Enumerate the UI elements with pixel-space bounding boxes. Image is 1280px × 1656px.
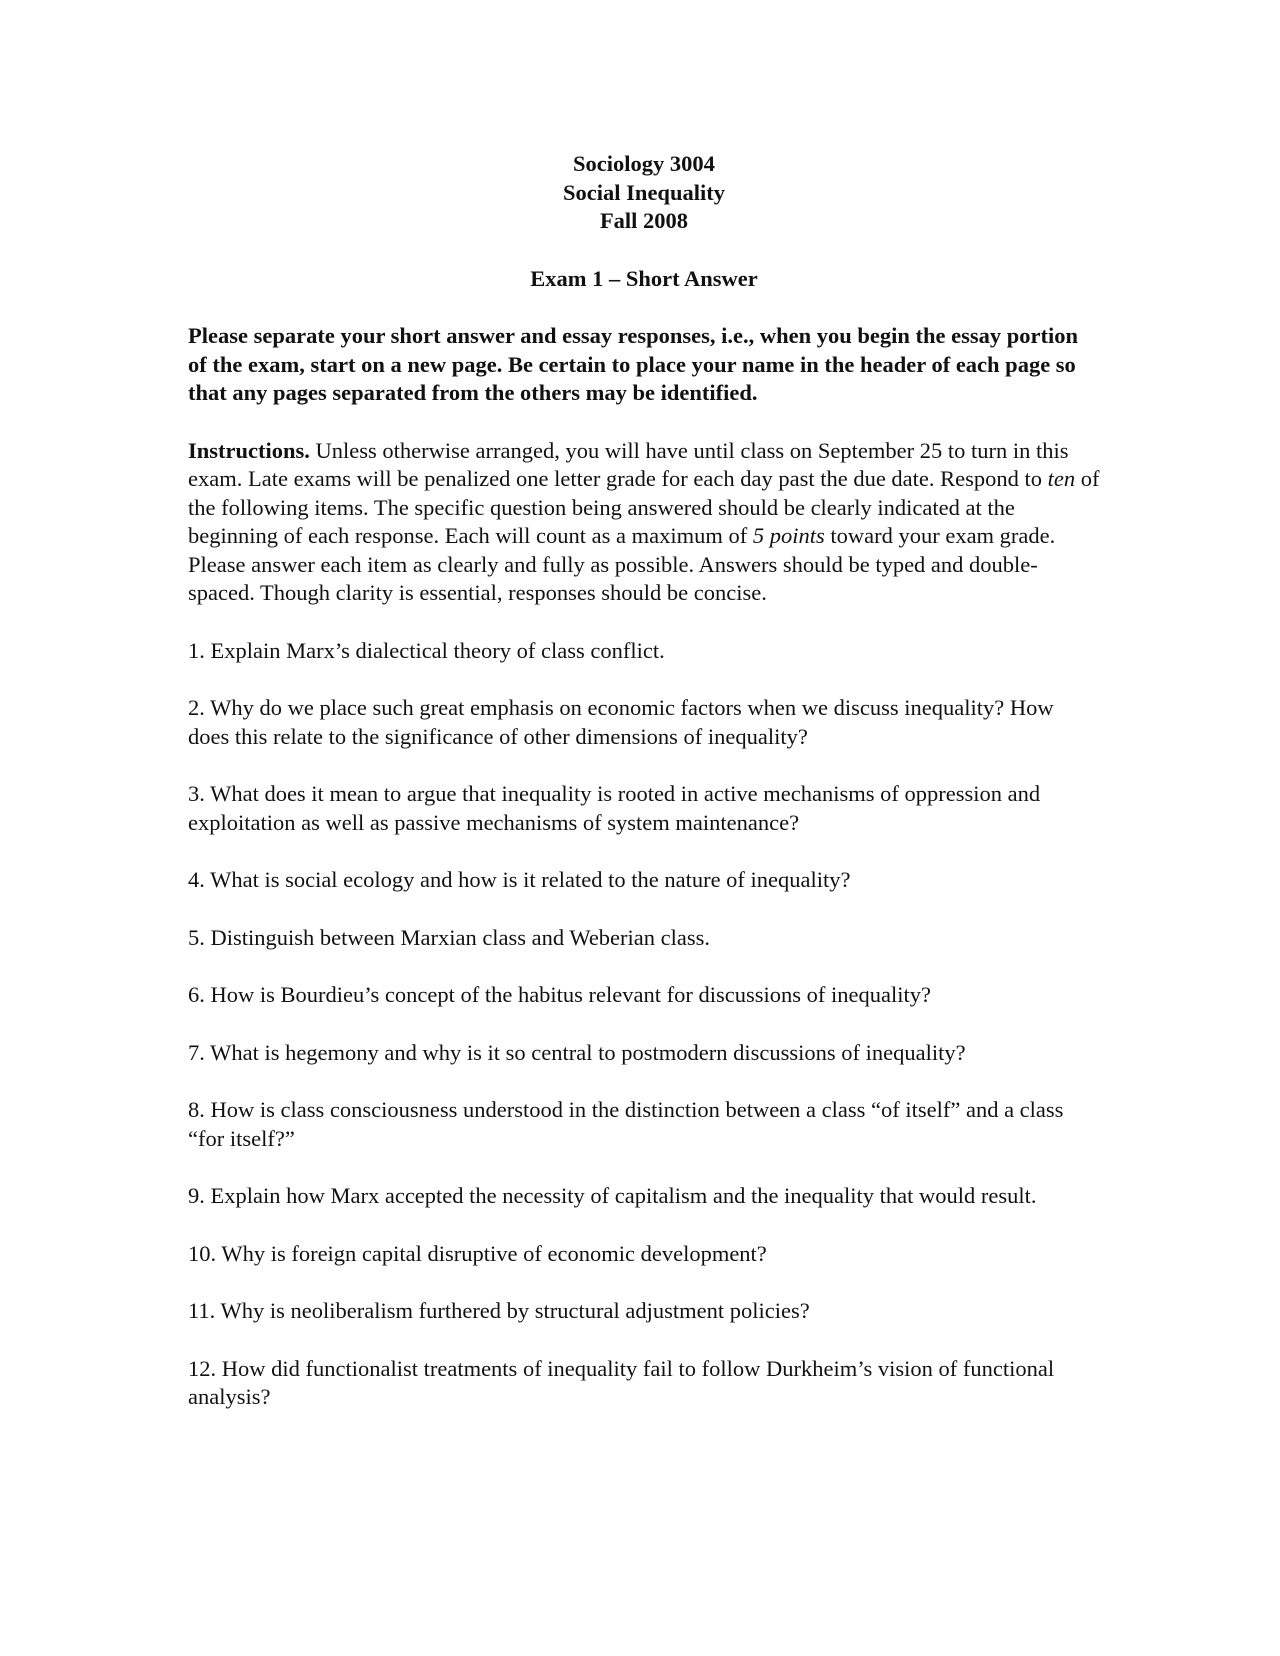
instructions-emphasis-points: 5 points xyxy=(752,523,825,548)
instructions-text-1: Unless otherwise arranged, you will have until class on September 25 to turn in this exam. Late exams will be penalized one letter grade for each day past the due date. Respond to xyxy=(188,437,1069,491)
instructions-lead: Instructions. xyxy=(188,437,310,463)
exam-title: Exam 1 – Short Answer xyxy=(530,265,758,291)
question-item-1: 1. Explain Marx’s dialectical theory of class conflict. xyxy=(188,637,665,663)
question-item-3: 3. What does it mean to argue that inequality is rooted in active mechanisms of oppression and exploitation as well as passive mechanisms of system maintenance? xyxy=(188,781,1041,835)
question-item-8: 8. How is class consciousness understood in the distinction between a class “of itself” and a class “for itself?” xyxy=(188,1097,1064,1151)
question-item-5: 5. Distinguish between Marxian class and Weberian class. xyxy=(188,924,711,950)
question-item-9: 9. Explain how Marx accepted the necessity of capitalism and the inequality that would result. xyxy=(188,1183,1037,1208)
exam-document xyxy=(188,150,1100,1412)
question-item-2: 2. Why do we place such great emphasis on economic factors when we discuss inequality? How does this relate to the significance of other dimensions of inequality? xyxy=(188,695,1054,749)
question-item-11: 11. Why is neoliberalism furthered by structural adjustment policies? xyxy=(188,1298,810,1323)
instructions-paragraph xyxy=(188,437,1100,608)
instructions-text-2: of the following items. The specific question being answered should be clearly indicated at the beginning of each response. Each will count as a maximum of xyxy=(188,466,1100,548)
question-item-6: 6. How is Bourdieu’s concept of the habitus relevant for discussions of inequality? xyxy=(188,982,931,1007)
question-item-12: 12. How did functionalist treatments of inequality fail to follow Durkheim’s vision of functional analysis? xyxy=(188,1355,1055,1409)
separation-notice: Please separate your short answer and essay responses, i.e., when you begin the essay portion of the exam, start on a new page. Be certain to place your name in the header of each page so that any pages separated from the others may be identified. xyxy=(188,323,1079,405)
question-item-4: 4. What is social ecology and how is it related to the nature of inequality? xyxy=(188,867,851,892)
course-term: Fall 2008 xyxy=(599,208,689,233)
course-title: Social Inequality xyxy=(563,179,725,205)
question-item-7: 7. What is hegemony and why is it so central to postmodern discussions of inequality? xyxy=(188,1039,966,1065)
instructions-text-3: toward your exam grade. Please answer each item as clearly and fully as possible. Answers should be typed and double-spaced. Though clarity is essential, responses should be concise. xyxy=(188,523,1056,605)
question-item-10: 10. Why is foreign capital disruptive of economic development? xyxy=(188,1240,767,1266)
course-number: Sociology 3004 xyxy=(573,151,715,176)
document-header xyxy=(188,150,1100,236)
instructions-emphasis-ten: ten xyxy=(1047,466,1076,491)
